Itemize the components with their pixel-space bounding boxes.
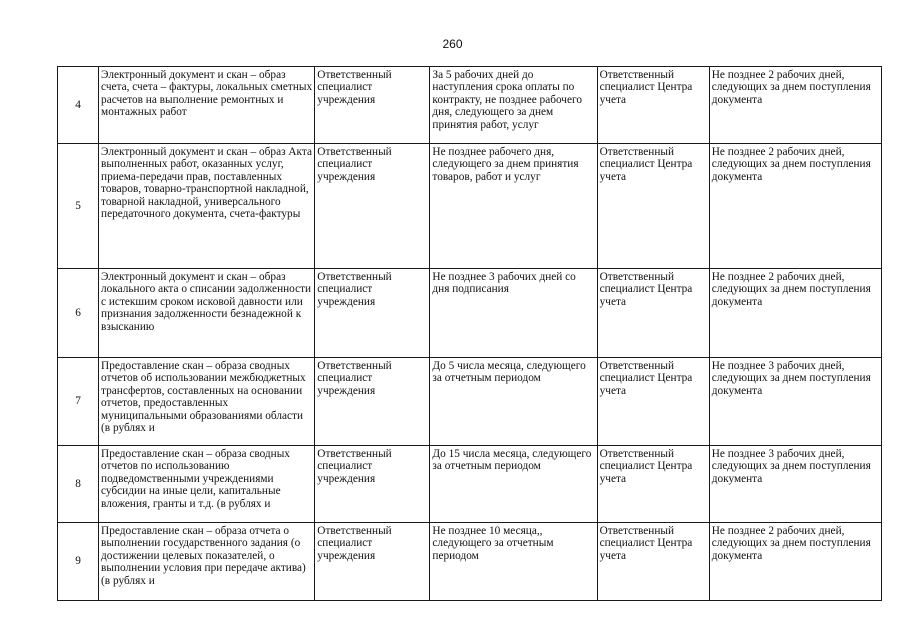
term-cell: До 5 числа месяца, следующего за отчетным периодом: [430, 358, 597, 446]
recipient-cell: Ответственный специалист Центра учета: [597, 67, 709, 144]
document-table: [57, 66, 882, 601]
document-cell: Предоставление скан – образа отчета о выполнении государственного задания (о достижении целевых показателей, о выполнении условия при передаче актива) (в рублях и: [99, 523, 315, 601]
deadline-cell: Не позднее 3 рабочих дней, следующих за днем поступления документа: [709, 446, 881, 523]
term-cell: Не позднее рабочего дня, следующего за днем принятия товаров, работ и услуг: [430, 144, 597, 269]
page-number: 260: [442, 37, 463, 51]
row-number: 8: [58, 446, 99, 523]
table-row: [58, 144, 882, 269]
responsible-cell: Ответственный специалист учреждения: [315, 523, 430, 601]
term-cell: Не позднее 10 месяца,, следующего за отчетным периодом: [430, 523, 597, 601]
row-number: 7: [58, 358, 99, 446]
document-cell: Предоставление скан – образа сводных отчетов об использовании межбюджетных трансфертов, составленных на основании отчетов, предоставленных муниципальными образованиями области (в рублях и: [99, 358, 315, 446]
deadline-cell: Не позднее 3 рабочих дней, следующих за днем поступления документа: [709, 358, 881, 446]
recipient-cell: Ответственный специалист Центра учета: [597, 446, 709, 523]
table-row: [58, 67, 882, 144]
recipient-cell: Ответственный специалист Центра учета: [597, 269, 709, 358]
document-cell: Электронный документ и скан – образ счета, счета – фактуры, локальных сметных расчетов на выполнение ремонтных и монтажных работ: [99, 67, 315, 144]
row-number: 5: [58, 144, 99, 269]
responsible-cell: Ответственный специалист учреждения: [315, 358, 430, 446]
deadline-cell: Не позднее 2 рабочих дней, следующих за днем поступления документа: [709, 523, 881, 601]
responsible-cell: Ответственный специалист учреждения: [315, 446, 430, 523]
table-row: [58, 269, 882, 358]
deadline-cell: Не позднее 2 рабочих дней, следующих за днем поступления документа: [709, 67, 881, 144]
row-number: 9: [58, 523, 99, 601]
table-row: [58, 358, 882, 446]
responsible-cell: Ответственный специалист учреждения: [315, 269, 430, 358]
responsible-cell: Ответственный специалист учреждения: [315, 67, 430, 144]
term-cell: Не позднее 3 рабочих дней со дня подписания: [430, 269, 597, 358]
recipient-cell: Ответственный специалист Центра учета: [597, 523, 709, 601]
row-number: 4: [58, 67, 99, 144]
recipient-cell: Ответственный специалист Центра учета: [597, 358, 709, 446]
row-number: 6: [58, 269, 99, 358]
deadline-cell: Не позднее 2 рабочих дней, следующих за днем поступления документа: [709, 144, 881, 269]
table-row: [58, 523, 882, 601]
deadline-cell: Не позднее 2 рабочих дней, следующих за днем поступления документа: [709, 269, 881, 358]
table-row: [58, 446, 882, 523]
recipient-cell: Ответственный специалист Центра учета: [597, 144, 709, 269]
term-cell: За 5 рабочих дней до наступления срока оплаты по контракту, не позднее рабочего дня, следующего за днем принятия работ, услуг: [430, 67, 597, 144]
document-cell: Электронный документ и скан – образ Акта выполненных работ, оказанных услуг, приема-передачи прав, поставленных товаров, товарно-транспортной накладной, товарной накладной, универсального передаточного документа, счета-фактуры: [99, 144, 315, 269]
document-cell: Предоставление скан – образа сводных отчетов по использованию подведомственными учреждениями субсидии на иные цели, капитальные вложения, гранты и т.д. (в рублях и: [99, 446, 315, 523]
document-cell: Электронный документ и скан – образ локального акта о списании задолженности с истекшим сроком исковой давности или признания задолженности безнадежной к взысканию: [99, 269, 315, 358]
term-cell: До 15 числа месяца, следующего за отчетным периодом: [430, 446, 597, 523]
responsible-cell: Ответственный специалист учреждения: [315, 144, 430, 269]
